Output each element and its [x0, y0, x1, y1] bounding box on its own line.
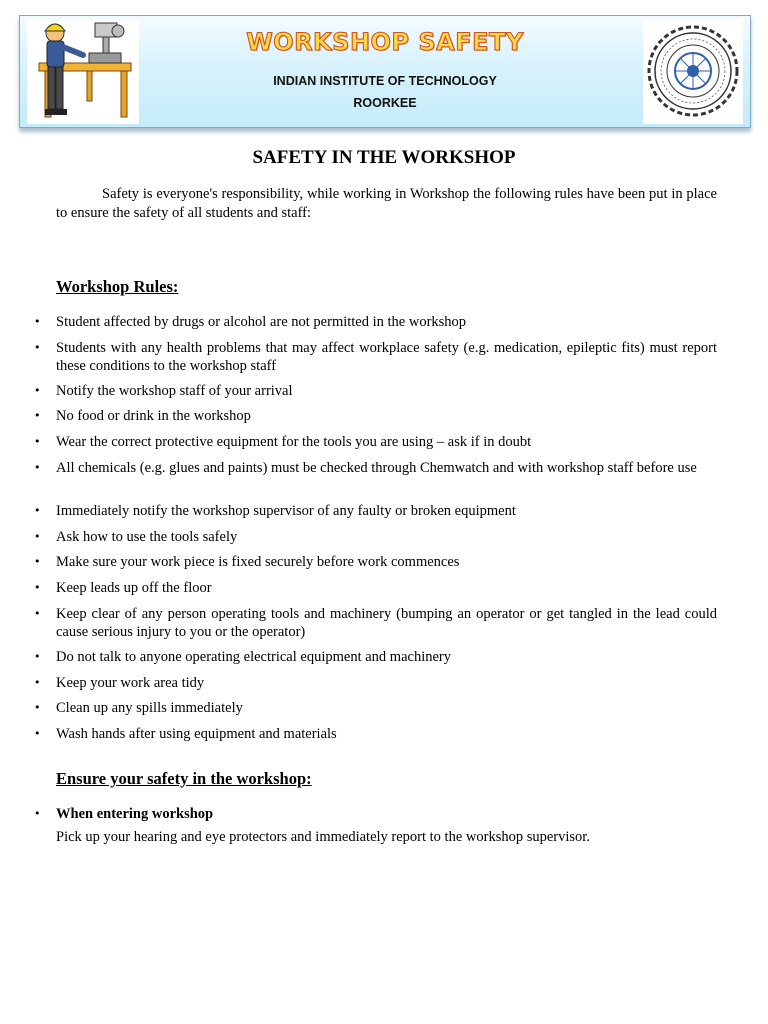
rule-text: Wear the correct protective equipment for the tools you are using – ask if in doubt — [56, 434, 532, 450]
rule-text: Ask how to use the tools safely — [56, 529, 238, 545]
rule-text: Make sure your work piece is fixed securely before work commences — [56, 554, 460, 570]
bullet-icon: • — [34, 530, 41, 543]
rule-text: Keep leads up off the floor — [56, 580, 212, 596]
rule-text: Student affected by drugs or alcohol are not permitted in the workshop — [56, 314, 467, 330]
rule-text: Wash hands after using equipment and materials — [56, 726, 337, 742]
list-item — [34, 805, 717, 823]
list-item — [34, 313, 717, 331]
ensure-safety-heading: Ensure your safety in the workshop: — [56, 769, 312, 788]
bullet-icon: • — [34, 409, 41, 422]
iit-roorkee-seal-icon — [643, 19, 743, 124]
workshop-rules-heading: Workshop Rules: — [56, 277, 179, 296]
bullet-icon: • — [34, 727, 41, 740]
bullet-icon: • — [34, 676, 41, 689]
bullet-icon: • — [34, 650, 41, 663]
list-item — [34, 553, 717, 571]
bullet-icon: • — [34, 384, 41, 397]
list-item — [34, 605, 717, 641]
bullet-icon: • — [34, 807, 41, 820]
rule-text: Keep clear of any person operating tools and machinery (bumping an operator or get tangled in the lead could cause serious injury to you or the operator) — [56, 606, 717, 640]
bullet-icon: • — [34, 315, 41, 328]
bullet-icon: • — [34, 701, 41, 714]
ensure-item-title: When entering workshop — [56, 806, 214, 822]
list-item — [34, 579, 717, 597]
rule-text: Clean up any spills immediately — [56, 700, 243, 716]
rule-text: All chemicals (e.g. glues and paints) must be checked through Chemwatch and with workshop staff before use — [56, 460, 697, 476]
bullet-icon: • — [34, 581, 41, 594]
list-item — [34, 459, 717, 477]
bullet-icon: • — [34, 555, 41, 568]
header-banner — [19, 15, 751, 128]
intro-paragraph: Safety is everyone's responsibility, while working in Workshop the following rules have been put in place to ensure the safety of all students and staff: — [56, 186, 717, 221]
list-item — [34, 725, 717, 743]
list-item — [34, 674, 717, 692]
list-item — [34, 648, 717, 666]
list-item — [34, 339, 717, 375]
list-item — [34, 502, 717, 520]
document-title: SAFETY IN THE WORKSHOP — [252, 147, 516, 168]
institute-name: INDIAN INSTITUTE OF TECHNOLOGY — [273, 74, 497, 88]
list-item — [34, 528, 717, 546]
list-item — [34, 407, 717, 425]
rule-text: Students with any health problems that may affect workplace safety (e.g. medication, epileptic fits) must report these conditions to the workshop staff — [56, 340, 717, 374]
bullet-icon: • — [34, 461, 41, 474]
list-item — [34, 699, 717, 717]
bullet-icon: • — [34, 607, 41, 620]
institute-city: ROORKEE — [353, 96, 417, 110]
bullet-icon: • — [34, 504, 41, 517]
rule-text: Notify the workshop staff of your arrival — [56, 383, 293, 399]
bullet-icon: • — [34, 341, 41, 354]
ensure-item-description: Pick up your hearing and eye protectors and immediately report to the workshop supervisor. — [56, 829, 590, 845]
rule-text: Immediately notify the workshop supervisor of any faulty or broken equipment — [56, 503, 516, 519]
rule-text: No food or drink in the workshop — [56, 408, 251, 424]
list-item — [34, 433, 717, 451]
rule-text: Do not talk to anyone operating electrical equipment and machinery — [56, 649, 451, 665]
rule-text: Keep your work area tidy — [56, 675, 205, 691]
banner-title: WORKSHOP SAFETY — [246, 28, 524, 56]
bullet-icon: • — [34, 435, 41, 448]
list-item — [34, 382, 717, 400]
